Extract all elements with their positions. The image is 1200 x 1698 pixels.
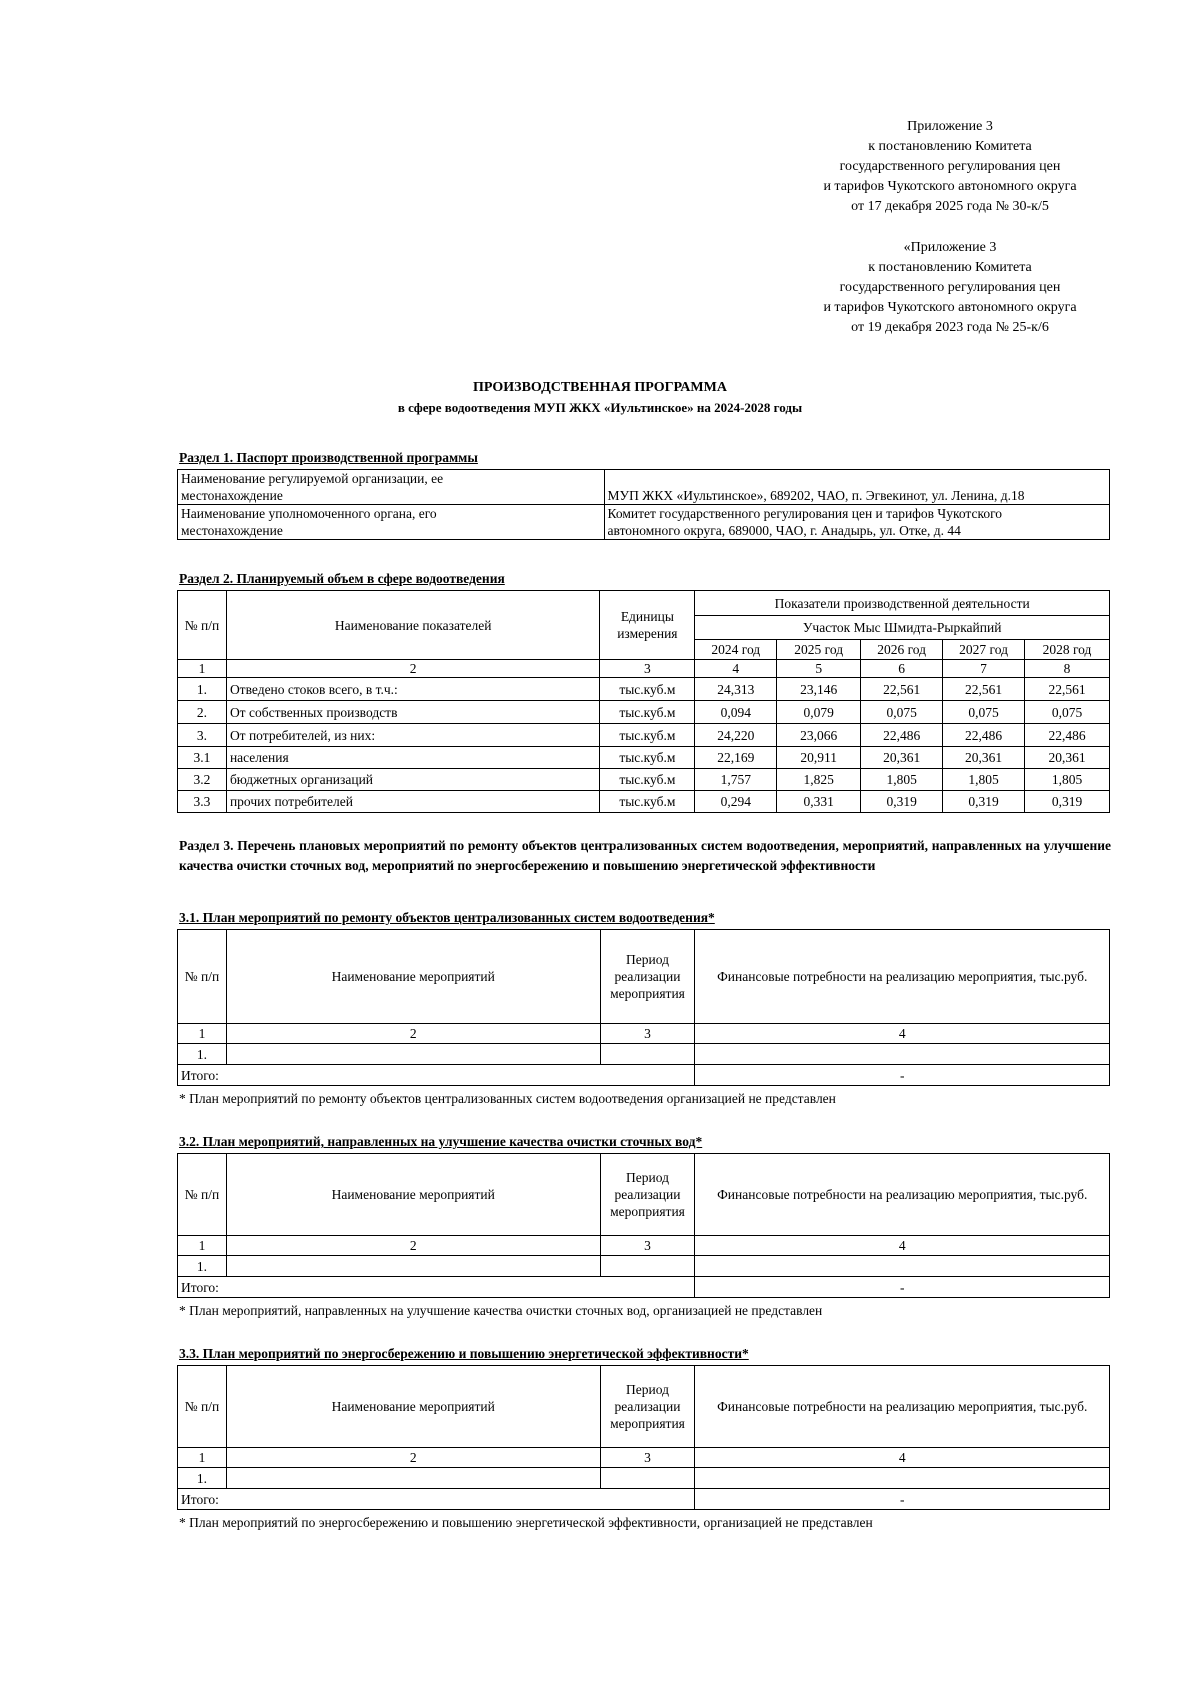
row-name: Отведено стоков всего, в т.ч.: [226, 678, 599, 701]
row-no: 3.1 [178, 747, 227, 769]
col-period-header: Период реализации мероприятия [600, 1366, 695, 1448]
column-number: 2 [226, 1448, 600, 1468]
title-main: ПРОИЗВОДСТВЕННАЯ ПРОГРАММА [473, 380, 727, 395]
row-value: 22,561 [861, 678, 943, 701]
plan-table-3-2 [177, 1153, 1110, 1298]
row-value: 24,220 [695, 724, 777, 747]
column-number: 1 [178, 660, 227, 678]
volume-table [177, 590, 1110, 813]
annex-line: от 19 декабря 2023 года № 25-к/6 [851, 320, 1049, 335]
subsection-3-2-heading: 3.2. План мероприятий, направленных на улучшение качества очистки сточных вод* [179, 1134, 703, 1149]
row-name: бюджетных организаций [226, 769, 599, 791]
row-unit: тыс.куб.м [600, 747, 695, 769]
row-value: 23,146 [777, 678, 861, 701]
row-name [226, 1256, 600, 1277]
row-name: населения [226, 747, 599, 769]
table-row [178, 678, 1110, 701]
total-row [178, 1489, 1110, 1510]
row-value: 20,361 [943, 747, 1025, 769]
col-name-header: Наименование мероприятий [226, 930, 600, 1024]
total-value: - [695, 1489, 1110, 1510]
subsection-3-3-note: * План мероприятий по энергосбережению и повышению энергетической эффективности, организацией не представлен [179, 1515, 873, 1530]
column-number: 4 [695, 660, 777, 678]
year-header: 2026 год [861, 640, 943, 660]
row-value: 0,294 [695, 791, 777, 813]
col-no-header: № п/п [178, 1154, 227, 1236]
table-row [178, 1468, 1110, 1489]
row-value: 1,757 [695, 769, 777, 791]
year-header: 2028 год [1025, 640, 1110, 660]
annex-line: и тарифов Чукотского автономного округа [823, 179, 1077, 194]
row-period [600, 1256, 695, 1277]
table-row [178, 769, 1110, 791]
annex-current [770, 117, 1130, 217]
column-number: 3 [600, 660, 695, 678]
section1-heading: Раздел 1. Паспорт производственной программы [179, 450, 478, 465]
col-name-header: Наименование мероприятий [226, 1366, 600, 1448]
row-value: 0,319 [943, 791, 1025, 813]
col-finance-header: Финансовые потребности на реализацию мероприятия, тыс.руб. [695, 1154, 1110, 1236]
table-header-row [178, 1154, 1110, 1236]
annex-line: государственного регулирования цен [839, 280, 1061, 295]
col-finance-header: Финансовые потребности на реализацию мероприятия, тыс.руб. [695, 930, 1110, 1024]
row-value: 22,486 [943, 724, 1025, 747]
row-finance [695, 1468, 1110, 1489]
row-value: 0,094 [695, 701, 777, 724]
total-label: Итого: [178, 1277, 695, 1298]
row-unit: тыс.куб.м [600, 678, 695, 701]
total-row [178, 1065, 1110, 1086]
column-number: 6 [861, 660, 943, 678]
row-value: 0,079 [777, 701, 861, 724]
col-period-header: Период реализации мероприятия [600, 930, 695, 1024]
total-row [178, 1277, 1110, 1298]
annex-line: государственного регулирования цен [839, 159, 1061, 174]
table-row [178, 701, 1110, 724]
column-number: 2 [226, 1236, 600, 1256]
row-finance [695, 1044, 1110, 1065]
row-name [226, 1044, 600, 1065]
column-number: 4 [695, 1024, 1110, 1044]
table-row [178, 1044, 1110, 1065]
row-value: 23,066 [777, 724, 861, 747]
col-finance-header: Финансовые потребности на реализацию мероприятия, тыс.руб. [695, 1366, 1110, 1448]
table-row [178, 791, 1110, 813]
table-row [178, 505, 1110, 540]
passport-table [177, 469, 1110, 540]
row-name: прочих потребителей [226, 791, 599, 813]
subsection-3-1-note: * План мероприятий по ремонту объектов централизованных систем водоотведения организацией не представлен [179, 1091, 836, 1106]
row-unit: тыс.куб.м [600, 769, 695, 791]
row-no: 1. [178, 1256, 227, 1277]
year-header: 2025 год [777, 640, 861, 660]
col-no-header: № п/п [178, 1366, 227, 1448]
column-number: 1 [178, 1236, 227, 1256]
col-site-header: Участок Мыс Шмидта-Рыркайпий [695, 616, 1110, 640]
col-name-header: Наименование мероприятий [226, 1154, 600, 1236]
table-row [178, 1256, 1110, 1277]
table-row [178, 747, 1110, 769]
row-unit: тыс.куб.м [600, 701, 695, 724]
row-value: 22,561 [1025, 678, 1110, 701]
column-number-row [178, 1236, 1110, 1256]
row-value: 22,561 [943, 678, 1025, 701]
row-no: 1. [178, 1044, 227, 1065]
annex-previous [770, 238, 1130, 338]
plan-table-3-3 [177, 1365, 1110, 1510]
total-label: Итого: [178, 1065, 695, 1086]
column-number-row [178, 1024, 1110, 1044]
row-value: 0,075 [861, 701, 943, 724]
row-no: 3.2 [178, 769, 227, 791]
column-number: 1 [178, 1024, 227, 1044]
section2-heading: Раздел 2. Планируемый объем в сфере водоотведения [179, 571, 505, 586]
table-header-row [178, 930, 1110, 1024]
column-number: 1 [178, 1448, 227, 1468]
row-value: 1,805 [861, 769, 943, 791]
row-value: 1,805 [943, 769, 1025, 791]
row-value: 0,075 [943, 701, 1025, 724]
row-value: 22,486 [861, 724, 943, 747]
annex-line: Приложение 3 [907, 119, 993, 134]
col-no-header: № п/п [178, 591, 227, 660]
total-label: Итого: [178, 1489, 695, 1510]
row-name: От собственных производств [226, 701, 599, 724]
row-name: От потребителей, из них: [226, 724, 599, 747]
subsection-3-2-note: * План мероприятий, направленных на улучшение качества очистки сточных вод, организацией не представлен [179, 1303, 823, 1318]
row-period [600, 1044, 695, 1065]
row-value: 0,331 [777, 791, 861, 813]
row-value: 0,075 [1025, 701, 1110, 724]
row-value: 20,361 [861, 747, 943, 769]
row-no: 1. [178, 1468, 227, 1489]
annex-line: к постановлению Комитета [868, 260, 1032, 275]
passport-value: Комитет государственного регулирования цен и тарифов Чукотского автономного округа, 689000, ЧАО, г. Анадырь, ул. Отке, д. 44 [604, 505, 1109, 540]
annex-line: от 17 декабря 2025 года № 30-к/5 [851, 199, 1049, 214]
row-value: 20,911 [777, 747, 861, 769]
passport-label: Наименование уполномоченного органа, его местонахождение [178, 505, 605, 540]
column-number: 2 [226, 660, 599, 678]
row-value: 22,486 [1025, 724, 1110, 747]
row-value: 24,313 [695, 678, 777, 701]
passport-value: МУП ЖКХ «Иультинское», 689202, ЧАО, п. Эгвекинот, ул. Ленина, д.18 [604, 470, 1109, 505]
column-number: 7 [943, 660, 1025, 678]
row-value: 0,319 [1025, 791, 1110, 813]
section3-heading: Раздел 3. Перечень плановых мероприятий по ремонту объектов централизованных систем водоотведения, мероприятий, направленных на улучшение качества очистки сточных вод, мероприятий по энергосбережению и повышению энергетической эффективности [179, 838, 1111, 873]
col-unit-header: Единицы измерения [600, 591, 695, 660]
passport-label: Наименование регулируемой организации, ее местонахождение [178, 470, 605, 505]
row-no: 1. [178, 678, 227, 701]
column-number: 3 [600, 1024, 695, 1044]
row-value: 20,361 [1025, 747, 1110, 769]
year-header: 2027 год [943, 640, 1025, 660]
col-name-header: Наименование показателей [226, 591, 599, 660]
table-header-row [178, 1366, 1110, 1448]
row-value: 22,169 [695, 747, 777, 769]
annex-line: к постановлению Комитета [868, 139, 1032, 154]
year-header: 2024 год [695, 640, 777, 660]
column-number: 3 [600, 1448, 695, 1468]
row-value: 1,805 [1025, 769, 1110, 791]
row-no: 3. [178, 724, 227, 747]
total-value: - [695, 1065, 1110, 1086]
total-value: - [695, 1277, 1110, 1298]
table-header-row [178, 591, 1110, 616]
plan-table-3-1 [177, 929, 1110, 1086]
col-group-header: Показатели производственной деятельности [695, 591, 1110, 616]
annex-line: и тарифов Чукотского автономного округа [823, 300, 1077, 315]
title-sub: в сфере водоотведения МУП ЖКХ «Иультинское» на 2024-2028 годы [397, 400, 803, 415]
column-number-row [178, 1448, 1110, 1468]
column-number: 3 [600, 1236, 695, 1256]
row-period [600, 1468, 695, 1489]
subsection-3-1-heading: 3.1. План мероприятий по ремонту объектов централизованных систем водоотведения* [179, 910, 715, 925]
document-title [0, 380, 1200, 416]
row-no: 2. [178, 701, 227, 724]
row-value: 1,825 [777, 769, 861, 791]
row-unit: тыс.куб.м [600, 791, 695, 813]
col-period-header: Период реализации мероприятия [600, 1154, 695, 1236]
table-row [178, 724, 1110, 747]
annex-line: «Приложение 3 [903, 240, 997, 255]
row-finance [695, 1256, 1110, 1277]
row-unit: тыс.куб.м [600, 724, 695, 747]
column-number: 2 [226, 1024, 600, 1044]
column-number-row [178, 660, 1110, 678]
row-value: 0,319 [861, 791, 943, 813]
row-no: 3.3 [178, 791, 227, 813]
column-number: 5 [777, 660, 861, 678]
column-number: 8 [1025, 660, 1110, 678]
col-no-header: № п/п [178, 930, 227, 1024]
row-name [226, 1468, 600, 1489]
table-row [178, 470, 1110, 505]
column-number: 4 [695, 1448, 1110, 1468]
subsection-3-3-heading: 3.3. План мероприятий по энергосбережению и повышению энергетической эффективности* [179, 1346, 749, 1361]
column-number: 4 [695, 1236, 1110, 1256]
